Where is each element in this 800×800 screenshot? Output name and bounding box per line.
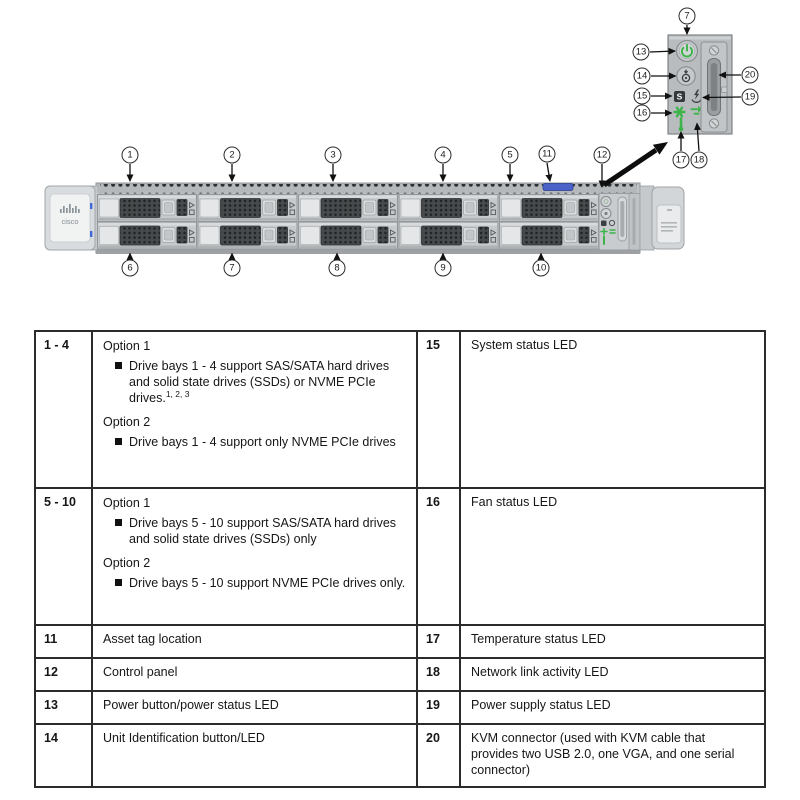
ref-cell-1-4: 1 - 4 xyxy=(35,331,92,488)
option1-bullet: Drive bays 1 - 4 support SAS/SATA hard drives and solid state drives (SSDs) or NVME PCIe drives.$^{1, 2, 3}$ xyxy=(115,358,406,406)
desc-cell-19: Power supply status LED xyxy=(460,691,765,724)
ref-cell-15: 15 xyxy=(417,331,460,488)
drive-tray-4 xyxy=(399,195,498,222)
right-rack-ear xyxy=(640,186,684,250)
ref-cell-12: 12 xyxy=(35,658,92,691)
bullet-square-icon xyxy=(115,362,122,369)
callout-8: 8 xyxy=(329,260,346,277)
option2-bullet: Drive bays 1 - 4 support only NVME PCIe drives xyxy=(115,434,406,450)
power-button-icon xyxy=(677,41,698,62)
control-panel-detail xyxy=(668,35,732,134)
option2-bullet: Drive bays 5 - 10 support NVME PCIe drives only. xyxy=(115,575,406,591)
option2-label: Option 2 xyxy=(103,556,151,570)
drive-tray-2 xyxy=(198,195,297,222)
callout-6: 6 xyxy=(122,260,139,277)
ref-cell-16: 16 xyxy=(417,488,460,625)
svg-text:S: S xyxy=(676,91,683,102)
callout-19: 19 xyxy=(742,89,759,106)
drive-tray-10 xyxy=(500,222,599,249)
ref-cell-20: 20 xyxy=(417,724,460,787)
drive-tray-8 xyxy=(299,222,398,249)
option1-label: Option 1 xyxy=(103,496,151,510)
panel-top-highlight xyxy=(670,37,731,40)
callout-1: 1 xyxy=(122,147,139,164)
drive-tray-7 xyxy=(198,222,297,249)
callout-10: 10 xyxy=(533,260,550,277)
callout-4: 4 xyxy=(435,147,452,164)
option1-bullet: Drive bays 5 - 10 support SAS/SATA hard drives and solid state drives (SSDs) only xyxy=(115,515,406,547)
desc-cell-17: Temperature status LED xyxy=(460,625,765,658)
callout-5: 5 xyxy=(502,147,519,164)
desc-cell-20: KVM connector (used with KVM cable that provides two USB 2.0, one VGA, and one serial connector) xyxy=(460,724,765,787)
uid-button-icon xyxy=(677,67,695,85)
desc-cell-14: Unit Identification button/LED xyxy=(92,724,417,787)
desc-cell-16: Fan status LED xyxy=(460,488,765,625)
kvm-connector xyxy=(701,42,727,132)
bullet-square-icon xyxy=(115,579,122,586)
drive-tray-9 xyxy=(399,222,498,249)
callout-3: 3 xyxy=(325,147,342,164)
drive-led-tick xyxy=(90,231,92,237)
callout-7b: 7 xyxy=(224,260,241,277)
ref-cell-19: 19 xyxy=(417,691,460,724)
callout-15: 15 xyxy=(634,88,651,105)
desc-cell-5-10 xyxy=(92,488,417,625)
desc-cell-18: Network link activity LED xyxy=(460,658,765,691)
callout-14: 14 xyxy=(634,68,651,85)
bullet-square-icon xyxy=(115,519,122,526)
footnote-refs: 1, 2, 3 xyxy=(165,388,190,399)
system-status-led-icon xyxy=(674,91,685,102)
option1-label: Option 1 xyxy=(103,339,151,353)
callout-16: 16 xyxy=(634,105,651,122)
ref-cell-17: 17 xyxy=(417,625,460,658)
panel-label-mark xyxy=(722,87,728,93)
ref-cell-11: 11 xyxy=(35,625,92,658)
drive-tray-6 xyxy=(98,222,197,249)
svg-text:cisco: cisco xyxy=(61,217,79,226)
desc-cell-15: System status LED xyxy=(460,331,765,488)
desc-cell-12: Control panel xyxy=(92,658,417,691)
pointer-arrow xyxy=(604,142,668,185)
callout-7: 7 xyxy=(679,8,696,25)
callout-17: 17 xyxy=(673,152,690,169)
asset-tag xyxy=(543,184,573,191)
callout-9: 9 xyxy=(435,260,452,277)
desc-cell-13: Power button/power status LED xyxy=(92,691,417,724)
left-rack-ear xyxy=(45,186,100,250)
ref-cell-5-10: 5 - 10 xyxy=(35,488,92,625)
drive-led-tick xyxy=(90,203,92,209)
drive-tray-5 xyxy=(500,195,599,222)
callout-12: 12 xyxy=(594,147,611,164)
drive-tray-3 xyxy=(299,195,398,222)
callout-13: 13 xyxy=(633,44,650,61)
desc-cell-1-4 xyxy=(92,331,417,488)
drive-tray-1 xyxy=(98,195,197,222)
callout-11: 11 xyxy=(539,146,556,163)
ref-cell-18: 18 xyxy=(417,658,460,691)
ref-cell-13: 13 xyxy=(35,691,92,724)
bullet-square-icon xyxy=(115,438,122,445)
legend-table xyxy=(34,330,766,788)
option2-label: Option 2 xyxy=(103,415,151,429)
chassis-bottom-lip xyxy=(96,249,640,254)
callout-18: 18 xyxy=(691,152,708,169)
server-front-illustration xyxy=(45,183,684,254)
desc-cell-11: Asset tag location xyxy=(92,625,417,658)
callout-2: 2 xyxy=(224,147,241,164)
callout-20: 20 xyxy=(742,67,759,84)
chassis-control-panel xyxy=(599,194,640,251)
ref-cell-14: 14 xyxy=(35,724,92,787)
